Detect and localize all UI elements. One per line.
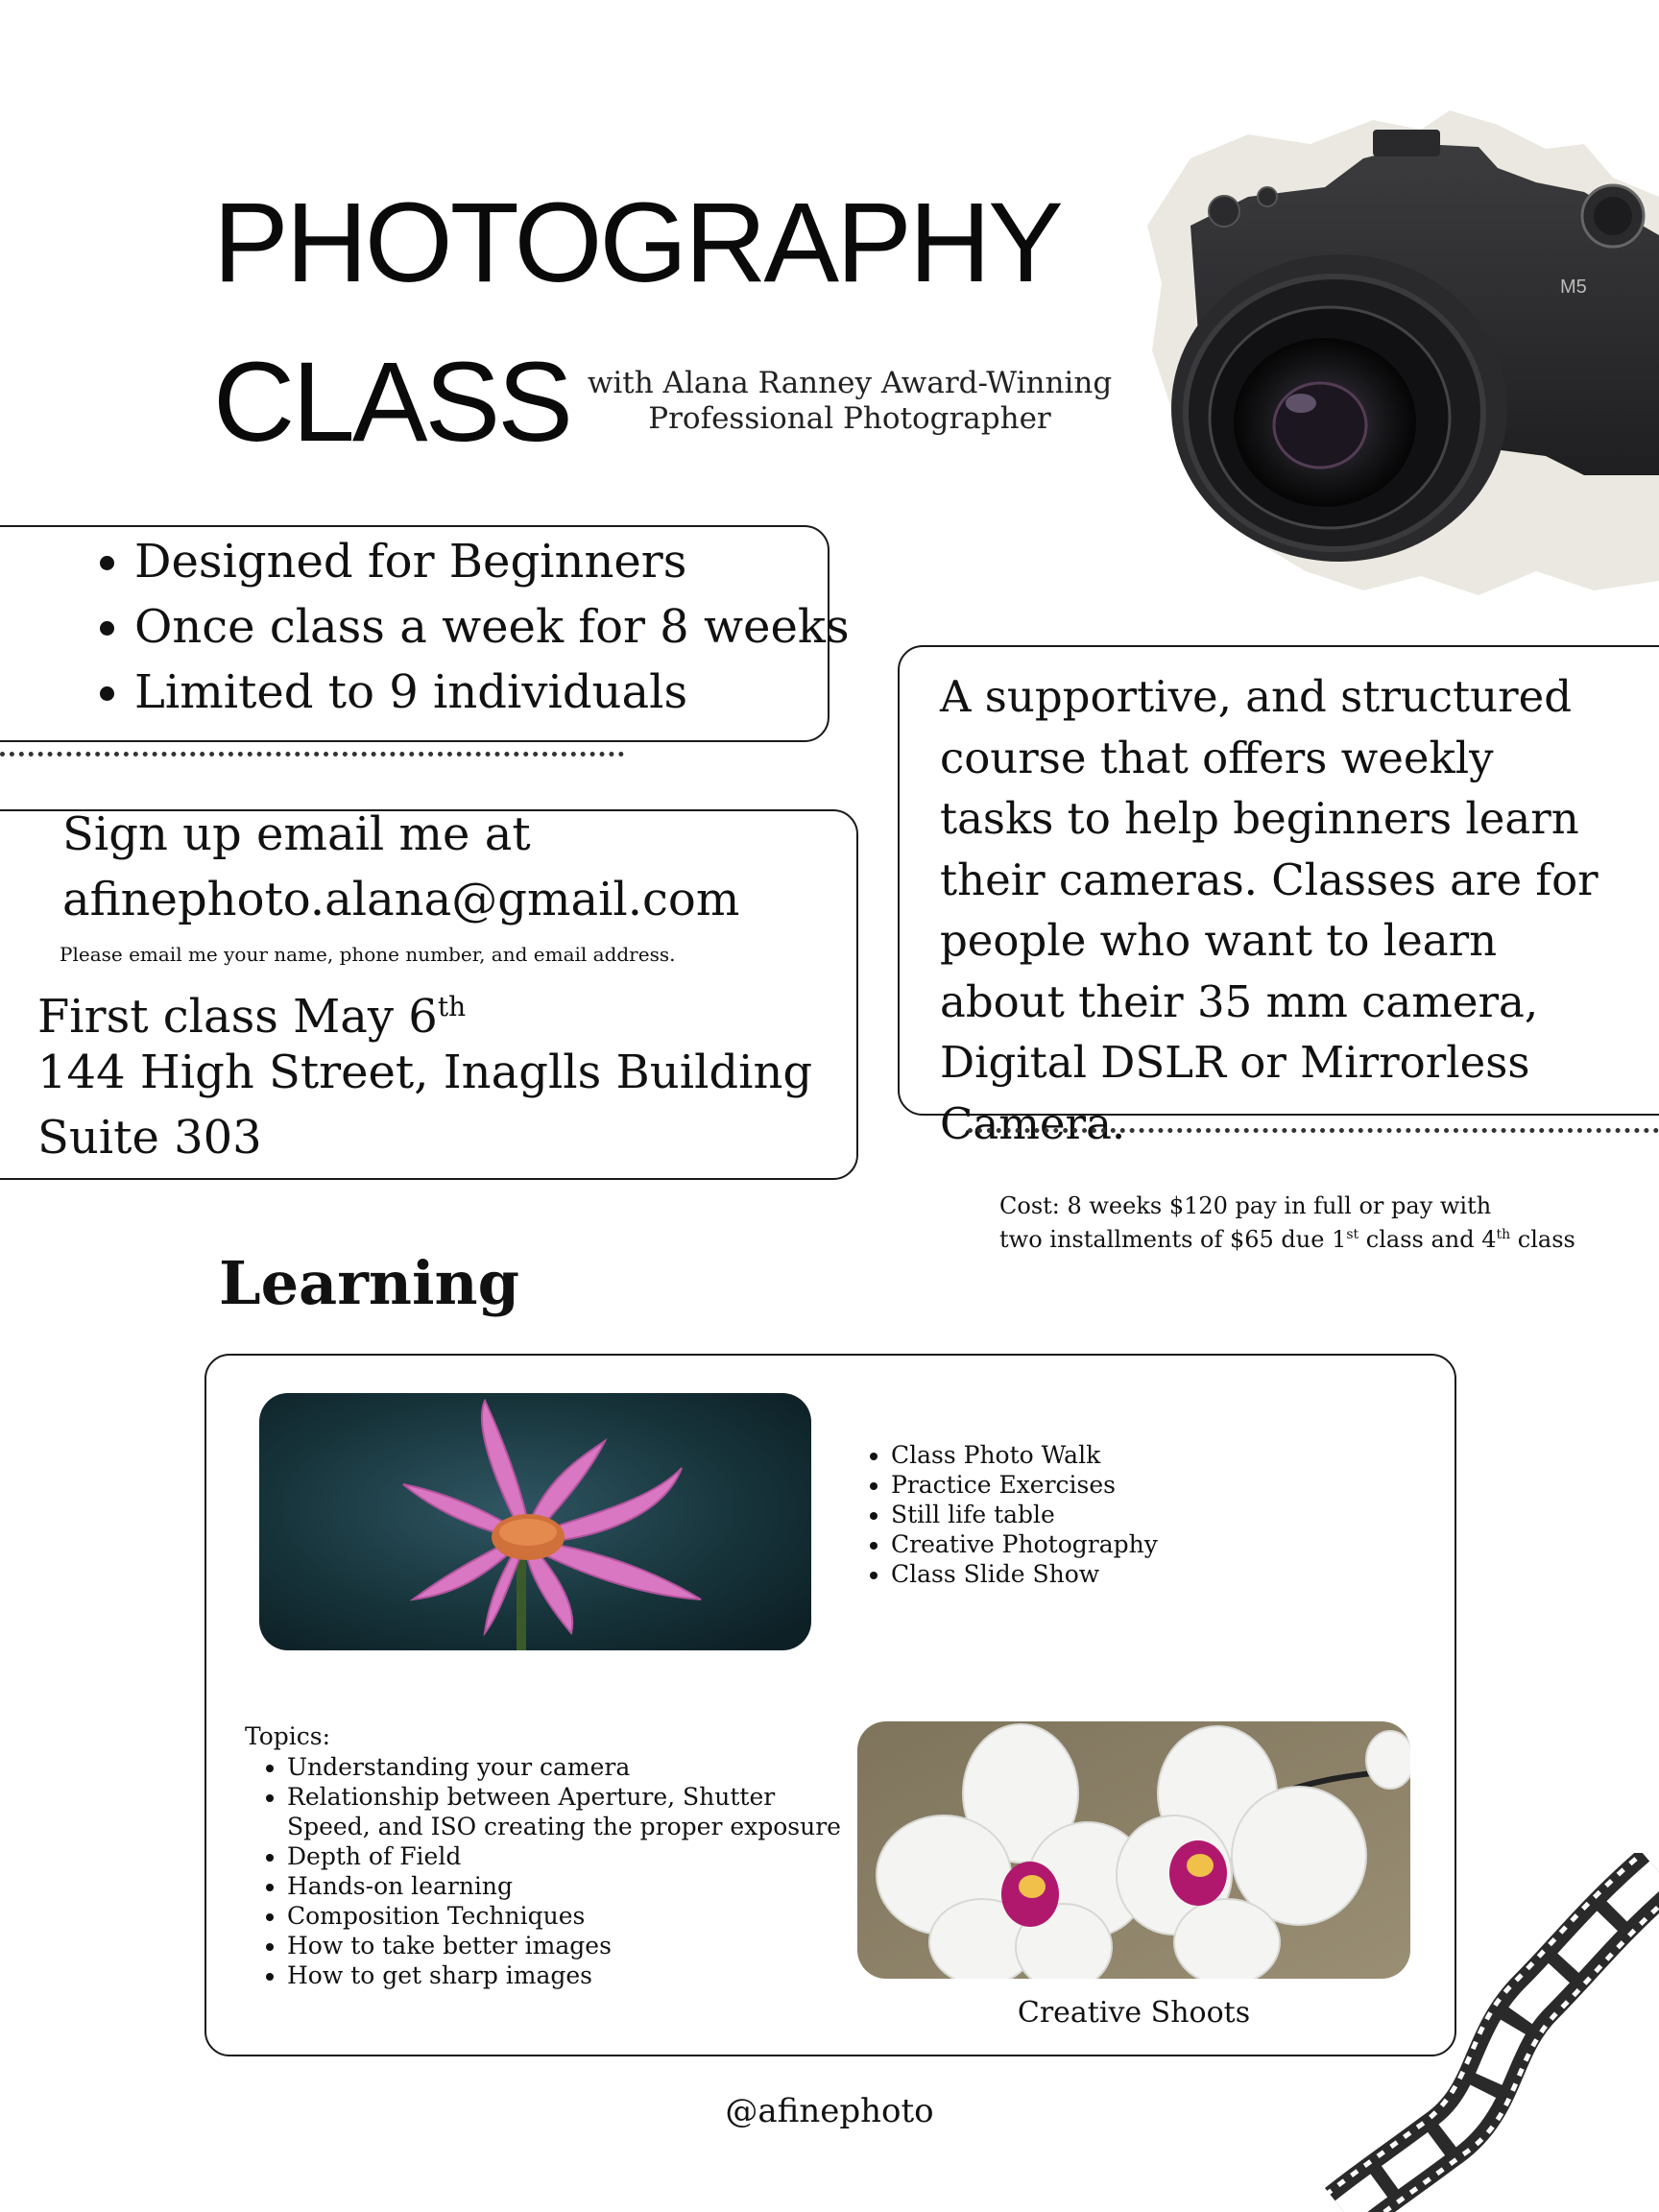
camera-model-badge: M5: [1560, 276, 1587, 298]
topics-label: Topics:: [245, 1722, 331, 1750]
topic-item: [287, 1782, 841, 1841]
subtitle: [586, 366, 1114, 437]
topic-continuation: Speed, and ISO creating the proper exposure: [287, 1813, 841, 1840]
first-class-date: [37, 974, 466, 1049]
signup-note: Please email me your name, phone number, and email address.: [60, 943, 676, 966]
topic-item: • How to take better images: [287, 1931, 841, 1960]
activity-item: • Class Slide Show: [891, 1559, 1158, 1589]
topic-item: • Understanding your camera: [287, 1752, 841, 1782]
subtitle-line1: with Alana Ranney Award-Winning: [587, 366, 1113, 400]
cost-line2: [999, 1220, 1575, 1254]
cost-info: [999, 1191, 1575, 1254]
signup-box: [0, 809, 858, 1180]
dotted-divider: [968, 1128, 1659, 1133]
subtitle-line2: Professional Photographer: [648, 401, 1051, 436]
features-box: [0, 525, 850, 742]
cost-text: class and 4: [1358, 1226, 1497, 1253]
camera-icon: [1133, 91, 1659, 600]
page-title-line1: PHOTOGRAPHY: [213, 180, 1061, 306]
topic-item: • How to get sharp images: [287, 1960, 841, 1990]
activity-item: • Creative Photography: [891, 1529, 1158, 1559]
features-list: [0, 527, 850, 725]
cost-line1: Cost: 8 weeks $120 pay in full or pay with: [999, 1192, 1492, 1219]
activity-item: • Practice Exercises: [891, 1470, 1158, 1500]
topics-list: [262, 1752, 841, 1990]
topic-item: • Composition Techniques: [287, 1901, 841, 1931]
address-line1: 144 High Street, Inaglls Building: [37, 1046, 813, 1099]
cost-sup: th: [1496, 1227, 1511, 1242]
dotted-divider: [0, 752, 624, 757]
feature-item: • Limited to 9 individuals: [134, 660, 828, 725]
cost-text: two installments of $65 due 1: [999, 1226, 1347, 1253]
learning-heading: Learning: [219, 1248, 519, 1318]
film-strip-icon: [1315, 1853, 1659, 2212]
first-class-text: First class May 6: [37, 990, 438, 1044]
activity-item: • Still life table: [891, 1500, 1158, 1529]
social-handle[interactable]: @afinephoto: [725, 2092, 934, 2130]
feature-item: • Once class a week for 8 weeks: [134, 594, 828, 660]
topic-item: • Hands-on learning: [287, 1871, 841, 1901]
topic-item: • Depth of Field: [287, 1841, 841, 1871]
course-description: A supportive, and structured course that offers weekly tasks to help beginners learn their cameras. Classes are for people who want to learn about their 35 mm camera, Digital DSLR or Mirrorless Camera.: [940, 671, 1599, 1149]
signup-email[interactable]: afinephoto.alana@gmail.com: [62, 873, 740, 926]
cost-text: class: [1510, 1226, 1575, 1253]
signup-text: Sign up email me at: [62, 807, 531, 861]
feature-item: • Designed for Beginners: [134, 529, 828, 594]
topic-text: Relationship between Aperture, Shutter: [287, 1783, 776, 1811]
page-title-line2: CLASS: [213, 339, 570, 466]
activities-list: [866, 1440, 1158, 1589]
pink-flower-photo: [259, 1393, 811, 1650]
photo-caption: Creative Shoots: [1017, 1996, 1251, 2030]
activity-item: • Class Photo Walk: [891, 1440, 1158, 1470]
first-class-suffix: th: [437, 991, 467, 1022]
pink-flower-image: [259, 1393, 811, 1650]
address-line2: Suite 303: [37, 1111, 262, 1165]
cost-sup: st: [1346, 1227, 1359, 1242]
description-box: [898, 645, 1659, 1149]
